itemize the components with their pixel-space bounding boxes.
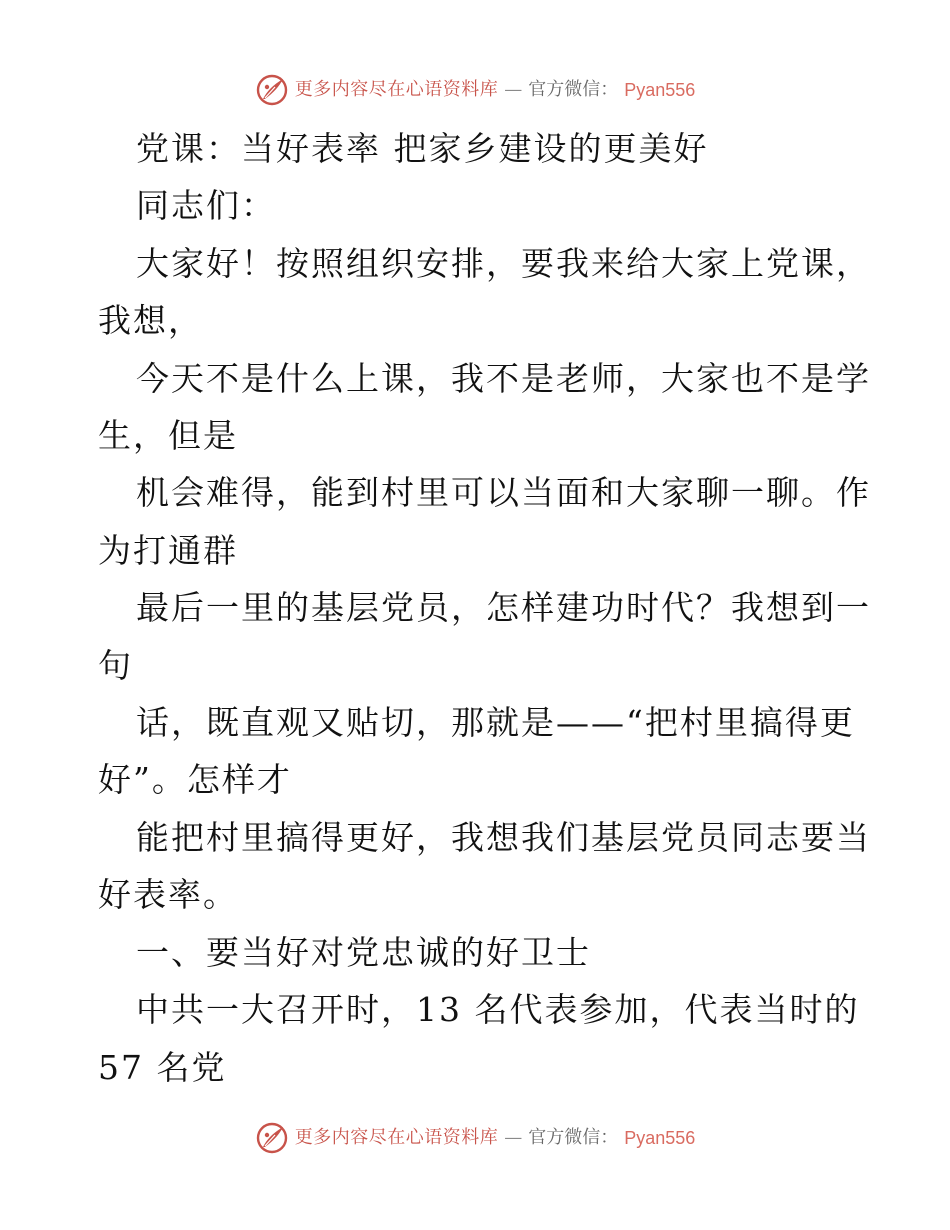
paragraph-line: 最后一里的基层党员，怎样建功时代？我想到一 <box>136 588 871 628</box>
watermark-header <box>0 70 950 110</box>
paragraph-line: 生，但是 <box>98 416 238 456</box>
quill-logo-icon <box>255 1121 289 1155</box>
paragraph-line: 话，既直观又贴切，那就是——“把村里搞得更 <box>136 703 855 743</box>
watermark-account-label: 官方微信： <box>528 1127 619 1148</box>
paragraph-line: 我想， <box>98 301 203 341</box>
paragraph-line: 机会难得，能到村里可以当面和大家聊一聊。作 <box>136 473 871 513</box>
watermark-account-id: Pyan556 <box>624 80 696 100</box>
paragraph-line: 中共一大召开时，13 名代表参加，代表当时的 <box>136 990 860 1030</box>
paragraph-line: 为打通群 <box>98 530 238 570</box>
watermark-separator: — <box>504 79 523 100</box>
paragraph-line: 能把村里搞得更好，我想我们基层党员同志要当 <box>136 817 871 857</box>
watermark-site-text: 更多内容尽在心语资料库 <box>294 79 499 100</box>
salutation: 同志们： <box>136 186 276 226</box>
paragraph-line: 大家好！按照组织安排，要我来给大家上党课， <box>136 243 871 283</box>
watermark-account-id: Pyan556 <box>624 1128 696 1148</box>
quill-logo-icon <box>255 73 289 107</box>
watermark-footer <box>0 1118 950 1158</box>
watermark-separator: — <box>504 1127 523 1148</box>
document-title: 党课：当好表率 把家乡建设的更美好 <box>136 129 709 168</box>
paragraph-line: 好表率。 <box>98 875 238 915</box>
section-heading: 一、要当好对党忠诚的好卫士 <box>136 932 591 972</box>
document-body <box>98 120 871 1096</box>
watermark-account-label: 官方微信： <box>528 79 619 100</box>
paragraph-line: 今天不是什么上课，我不是老师，大家也不是学 <box>136 358 871 398</box>
paragraph-line: 句 <box>98 645 133 685</box>
watermark-site-text: 更多内容尽在心语资料库 <box>294 1127 499 1148</box>
paragraph-line: 好”。怎样才 <box>98 760 292 800</box>
paragraph-line: 57 名党 <box>98 1047 227 1087</box>
